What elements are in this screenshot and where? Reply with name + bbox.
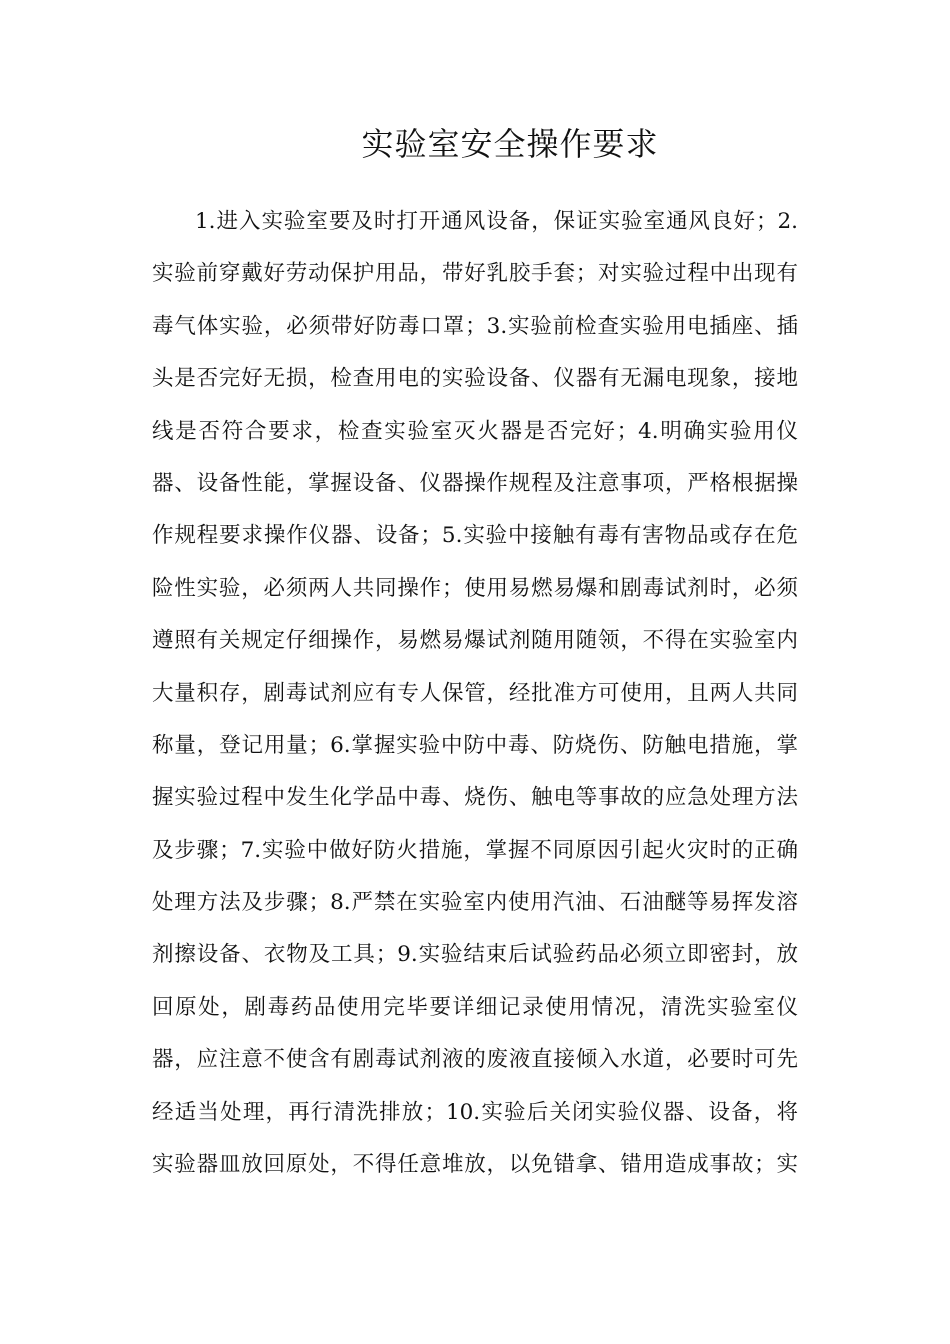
document-body [152,196,798,1191]
text-line: 遵照有关规定仔细操作，易燃易爆试剂随用随领，不得在实验室内 [152,628,798,654]
text-line: 头是否完好无损，检查用电的实验设备、仪器有无漏电现象，接地 [152,366,798,392]
text-line: 线是否符合要求，检查实验室灭火器是否完好；4.明确实验用仪 [152,418,798,444]
text-line: 称量，登记用量；6.掌握实验中防中毒、防烧伤、防触电措施，掌 [152,732,798,758]
text-line: 实验器皿放回原处，不得任意堆放，以免错拿、错用造成事故；实 [152,1152,798,1178]
document-title: 实验室安全操作要求 [361,125,659,163]
text-line: 经适当处理，再行清洗排放；10.实验后关闭实验仪器、设备，将 [152,1099,798,1125]
text-line: 握实验过程中发生化学品中毒、烧伤、触电等事故的应急处理方法 [152,785,798,811]
text-line: 作规程要求操作仪器、设备；5.实验中接触有毒有害物品或存在危 [152,523,798,549]
text-line: 剂擦设备、衣物及工具；9.实验结束后试验药品必须立即密封，放 [152,942,798,968]
text-line: 处理方法及步骤；8.严禁在实验室内使用汽油、石油醚等易挥发溶 [152,890,798,916]
text-line: 险性实验，必须两人共同操作；使用易燃易爆和剧毒试剂时，必须 [152,575,798,601]
text-line: 实验前穿戴好劳动保护用品，带好乳胶手套；对实验过程中出现有 [152,261,798,287]
text-line: 器，应注意不使含有剧毒试剂液的废液直接倾入水道，必要时可先 [152,1047,798,1073]
text-line: 回原处，剧毒药品使用完毕要详细记录使用情况，清洗实验室仪 [152,994,798,1020]
text-line: 1.进入实验室要及时打开通风设备，保证实验室通风良好；2. [195,209,798,234]
text-line: 毒气体实验，必须带好防毒口罩；3.实验前检查实验用电插座、插 [152,313,798,339]
text-line: 大量积存，剧毒试剂应有专人保管，经批准方可使用，且两人共同 [152,680,798,706]
text-line: 器、设备性能，掌握设备、仪器操作规程及注意事项，严格根据操 [152,470,798,496]
text-line: 及步骤；7.实验中做好防火措施，掌握不同原因引起火灾时的正确 [152,837,798,863]
